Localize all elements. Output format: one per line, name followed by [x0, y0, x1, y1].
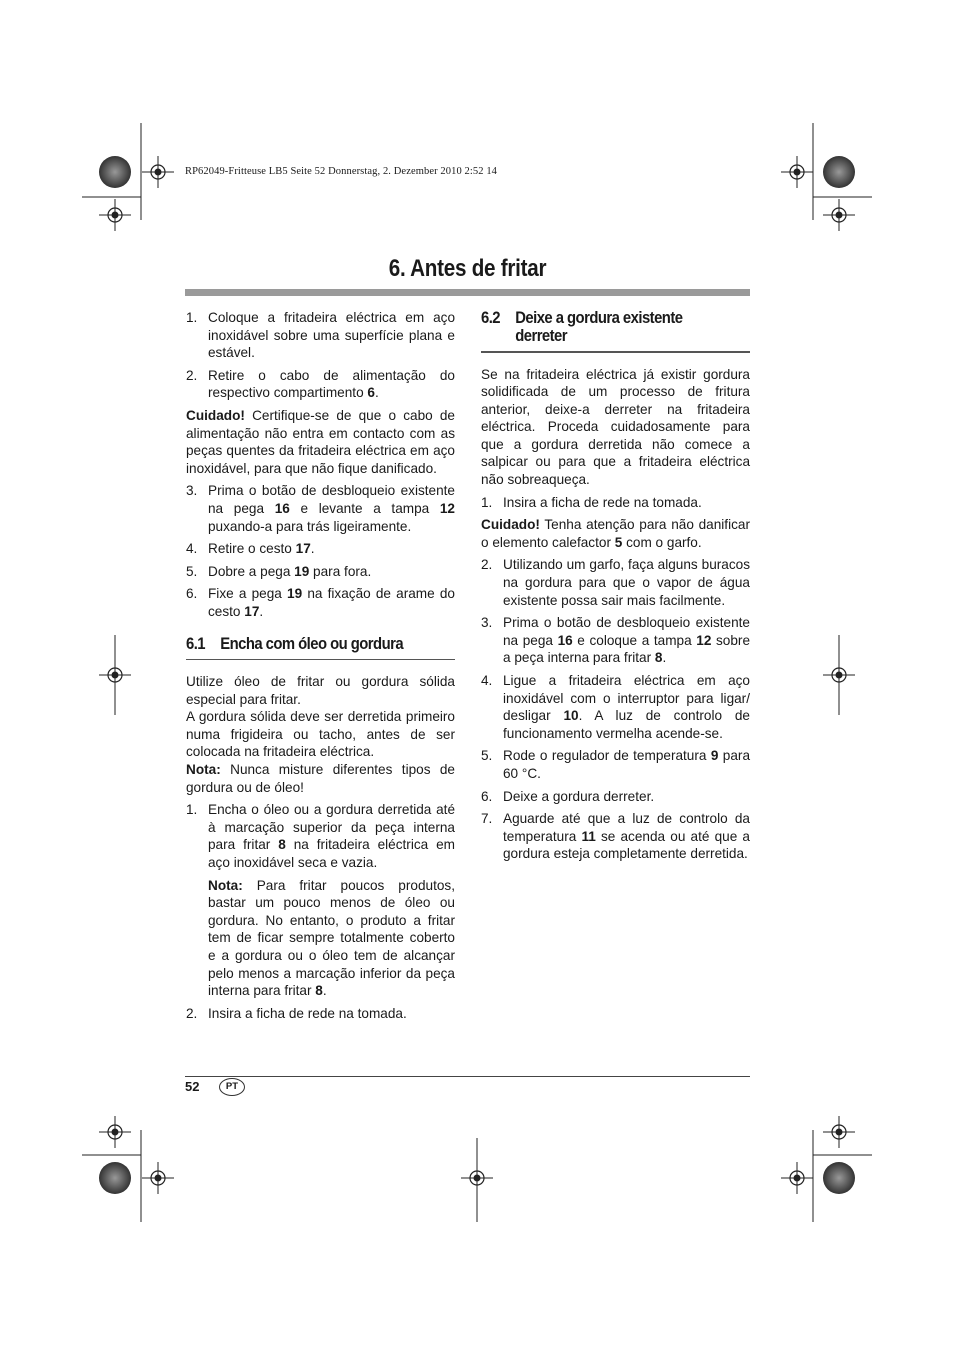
- sub-note: Nota: Para fritar poucos produtos, bastar um pouco menos de óleo ou gordura. No entanto, o produto a fritar tem de ficar sempre totalmente coberto e a gordura ou o óleo tem de alcançar pelo menos a marcação inferior da peça interna para fritar 8.: [208, 877, 455, 999]
- list-item: 1. Encha o óleo ou a gordura derretida até à marcação superior da peça interna para fritar 8 na fritadeira eléctrica em aço inoxidável seca e vazia. Nota: Para fritar poucos produtos, bastar um pouco menos de óleo ou gordura. No entanto, o produto a fritar tem de ficar sempre totalmente coberto e a gordura ou o óleo tem de alcançar pelo menos a marcação inferior da peça interna para fritar 8.: [186, 802, 456, 999]
- list-item: 2. Insira a ficha de rede na tomada.: [186, 1005, 407, 1021]
- print-slug: RP62049-Fritteuse LB5 Seite 52 Donnerstag, 2. Dezember 2010 2:52 14: [185, 166, 498, 177]
- list-item: 3. Prima o botão de desbloqueio existente na pega 16 e levante a tampa 12 puxando-a para trás ligeiramente.: [186, 483, 455, 534]
- list-item: 2. Utilizando um garfo, faça alguns buracos na gordura para que o vapor de água existente possa sair mais facilmente.: [481, 557, 750, 608]
- language-badge: PT: [219, 1078, 245, 1096]
- steps-list: [186, 482, 455, 620]
- section-rule: [186, 659, 455, 661]
- list-item: 1. Insira a ficha de rede na tomada.: [481, 494, 702, 510]
- steps-list: [186, 309, 455, 402]
- paragraph: Se na fritadeira eléctrica já existir gordura solidificada de um processo de fritura anterior, deixe-a derreter na fritadeira eléctrica. Proceda cuidadosamente para que a gordura derretida não comece a salpicar ou para que a fritadeira eléctrica não sobreaqueça.: [481, 366, 750, 488]
- list-item: 6. Deixe a gordura derreter.: [481, 788, 655, 804]
- page-title: 6. Antes de fritar: [388, 255, 547, 282]
- list-item: 5. Rode o regulador de temperatura 9 para 60 °C.: [481, 748, 750, 781]
- caution-paragraph: Cuidado! Tenha atenção para não danificar o elemento calefactor 5 com o garfo.: [481, 517, 750, 550]
- list-item: 4. Retire o cesto 17.: [186, 541, 315, 557]
- caution-paragraph: Cuidado! Certifique-se de que o cabo de alimentação não entra em contacto com as peças quentes da fritadeira eléctrica em aço inoxidável, para que não fique danificado.: [186, 407, 455, 476]
- steps-list: [481, 556, 750, 863]
- list-item: 2. Retire o cabo de alimentação do respectivo compartimento 6.: [186, 367, 455, 401]
- right-column: [481, 309, 750, 868]
- steps-list: [186, 801, 455, 1022]
- list-item: 5. Dobre a pega 19 para fora.: [186, 563, 372, 579]
- section-heading-6-2: 6.2 Deixe a gordura existente derreter: [481, 309, 683, 345]
- steps-list: [481, 494, 750, 512]
- left-column: [186, 309, 455, 1027]
- note-paragraph: Nota: Nunca misture diferentes tipos de gordura ou de óleo!: [186, 761, 455, 795]
- paragraph: Utilize óleo de fritar ou gordura sólida especial para fritar.: [186, 674, 455, 707]
- title-underline: [185, 289, 750, 296]
- list-item: 6. Fixe a pega 19 na fixação de arame do cesto 17.: [186, 586, 455, 619]
- footer-rule: [185, 1076, 750, 1077]
- section-rule: [481, 351, 750, 353]
- section-heading-6-1: 6.1 Encha com óleo ou gordura: [186, 634, 404, 653]
- list-item: 7. Aguarde até que a luz de controlo da temperatura 11 se acenda ou até que a gordura esteja completamente derretida.: [481, 811, 750, 862]
- paragraph: A gordura sólida deve ser derretida primeiro numa frigideira ou tacho, antes de ser colocada na fritadeira eléctrica.: [186, 709, 455, 760]
- list-item: 3. Prima o botão de desbloqueio existente na pega 16 e coloque a tampa 12 sobre a peça interna para fritar 8.: [481, 615, 751, 666]
- page-number: 52: [185, 1079, 200, 1094]
- list-item: 4. Ligue a fritadeira eléctrica em aço inoxidável com o interruptor para ligar/ desligar 10. A luz de controlo de funcionamento vermelha acende-se.: [481, 673, 750, 741]
- list-item: 1. Coloque a fritadeira eléctrica em aço inoxidável sobre uma superfície plana e estável.: [186, 310, 455, 361]
